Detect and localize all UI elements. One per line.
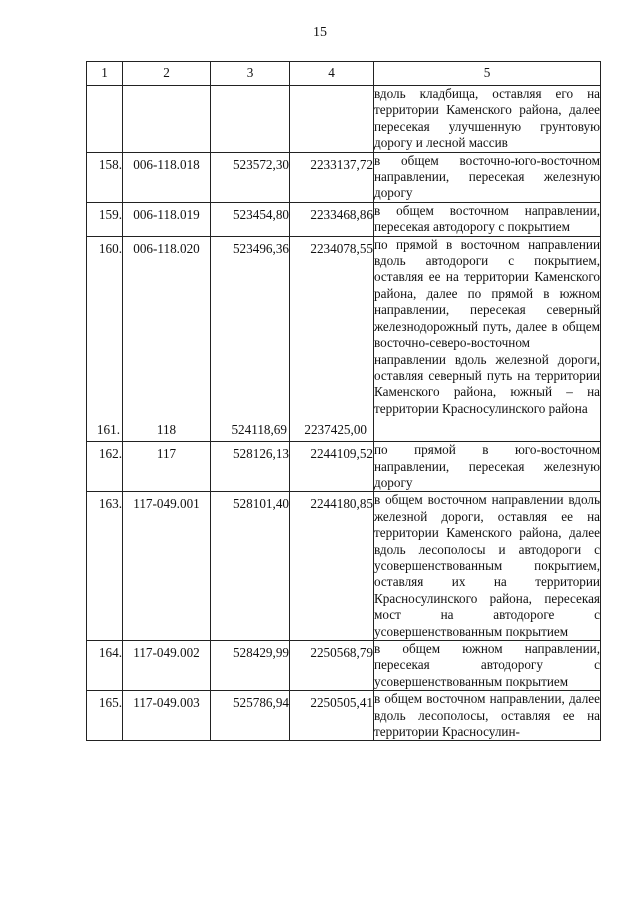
cell-desc: в общем восточном направлении вдоль железной дороги, оставляя ее на территории Каменского района, далее вдоль лесополосы и автодороги с усовершенствованным покрытием, оставляя их на территории Красносулинского района, пересекая мост на автодороге с усовершенствованным покрытием bbox=[374, 492, 600, 639]
header-col-4: 4 bbox=[290, 62, 374, 86]
table-row bbox=[87, 152, 601, 202]
cell-num: 160. 161. bbox=[87, 236, 123, 441]
cell-y: 2233468,86 bbox=[290, 202, 374, 236]
cell-y: 2244109,52 bbox=[290, 442, 374, 492]
table-row bbox=[87, 492, 601, 641]
cell-desc-continuation: вдоль кладбища, оставляя его на территории Каменского района, далее пересекая улучшенную грунтовую дорогу и лесной массив bbox=[374, 86, 600, 151]
cell-x: 523496,36 524118,69 bbox=[211, 236, 290, 441]
cell-y: 2250568,79 bbox=[290, 641, 374, 691]
cell-x: 528126,13 bbox=[211, 442, 290, 492]
cell-num: 158. bbox=[87, 152, 123, 202]
cell-desc: в общем восточном направлении, пересекая автодорогу с покрытием bbox=[374, 202, 600, 235]
page-number: 15 bbox=[313, 25, 327, 40]
cell-num bbox=[87, 86, 123, 153]
cell-code: 117-049.002 bbox=[123, 641, 211, 691]
cell-y: 2233137,72 bbox=[290, 152, 374, 202]
cell-desc: по прямой в юго-восточном направлении, пересекая железную дорогу bbox=[374, 442, 600, 490]
cell-code: 117-049.003 bbox=[123, 691, 211, 741]
table-row bbox=[87, 202, 601, 236]
cell-x: 523572,30 bbox=[211, 152, 290, 202]
cell-desc: по прямой в восточном направлении вдоль автодороги с покрытием, оставляя ее на территории Каменского района, далее по прямой в южном направлении, пересекая северный железнодорожный путь, далее в общем восточно-северо-восточном направлении вдоль железной дороги, оставляя северный путь на территории Каменского района, южный – на территории Красносулинского района bbox=[374, 236, 601, 441]
cell-x bbox=[211, 86, 290, 153]
table-row bbox=[87, 236, 601, 441]
cell-code: 006-118.019 bbox=[123, 202, 211, 236]
cell-desc: в общем южном направлении, пересекая автодорогу с усовершенствованным покрытием bbox=[374, 641, 600, 689]
cell-code: 117 bbox=[123, 442, 211, 492]
cell-y: 2244180,85 bbox=[290, 492, 374, 641]
table-row bbox=[87, 442, 601, 492]
cell-num: 164. bbox=[87, 641, 123, 691]
cell-desc: в общем восточном направлении, далее вдоль лесополосы, оставляя ее на территории Красносулин- bbox=[374, 691, 600, 740]
cell-num: 165. bbox=[87, 691, 123, 741]
cell-x: 528429,99 bbox=[211, 641, 290, 691]
cell-desc: в общем восточно-юго-восточном направлении, пересекая железную дорогу bbox=[374, 152, 600, 201]
cell-code: 006-118.020 118 bbox=[123, 236, 211, 441]
table-row bbox=[87, 86, 601, 153]
header-col-1: 1 bbox=[87, 62, 123, 86]
cell-code: 006-118.018 bbox=[123, 152, 211, 202]
cell-y: 2250505,41 bbox=[290, 691, 374, 741]
cell-x: 525786,94 bbox=[211, 691, 290, 741]
table-header-row bbox=[87, 62, 601, 86]
boundary-points-table bbox=[86, 61, 601, 741]
header-col-3: 3 bbox=[211, 62, 290, 86]
cell-num: 159. bbox=[87, 202, 123, 236]
cell-num: 162. bbox=[87, 442, 123, 492]
cell-num: 163. bbox=[87, 492, 123, 641]
cell-x: 523454,80 bbox=[211, 202, 290, 236]
table-row bbox=[87, 691, 601, 741]
cell-x: 528101,40 bbox=[211, 492, 290, 641]
cell-code bbox=[123, 86, 211, 153]
cell-y: 2234078,55 2237425,00 bbox=[290, 236, 374, 441]
table-row bbox=[87, 641, 601, 691]
header-col-5: 5 bbox=[374, 62, 601, 86]
cell-code: 117-049.001 bbox=[123, 492, 211, 641]
cell-y bbox=[290, 86, 374, 153]
header-col-2: 2 bbox=[123, 62, 211, 86]
